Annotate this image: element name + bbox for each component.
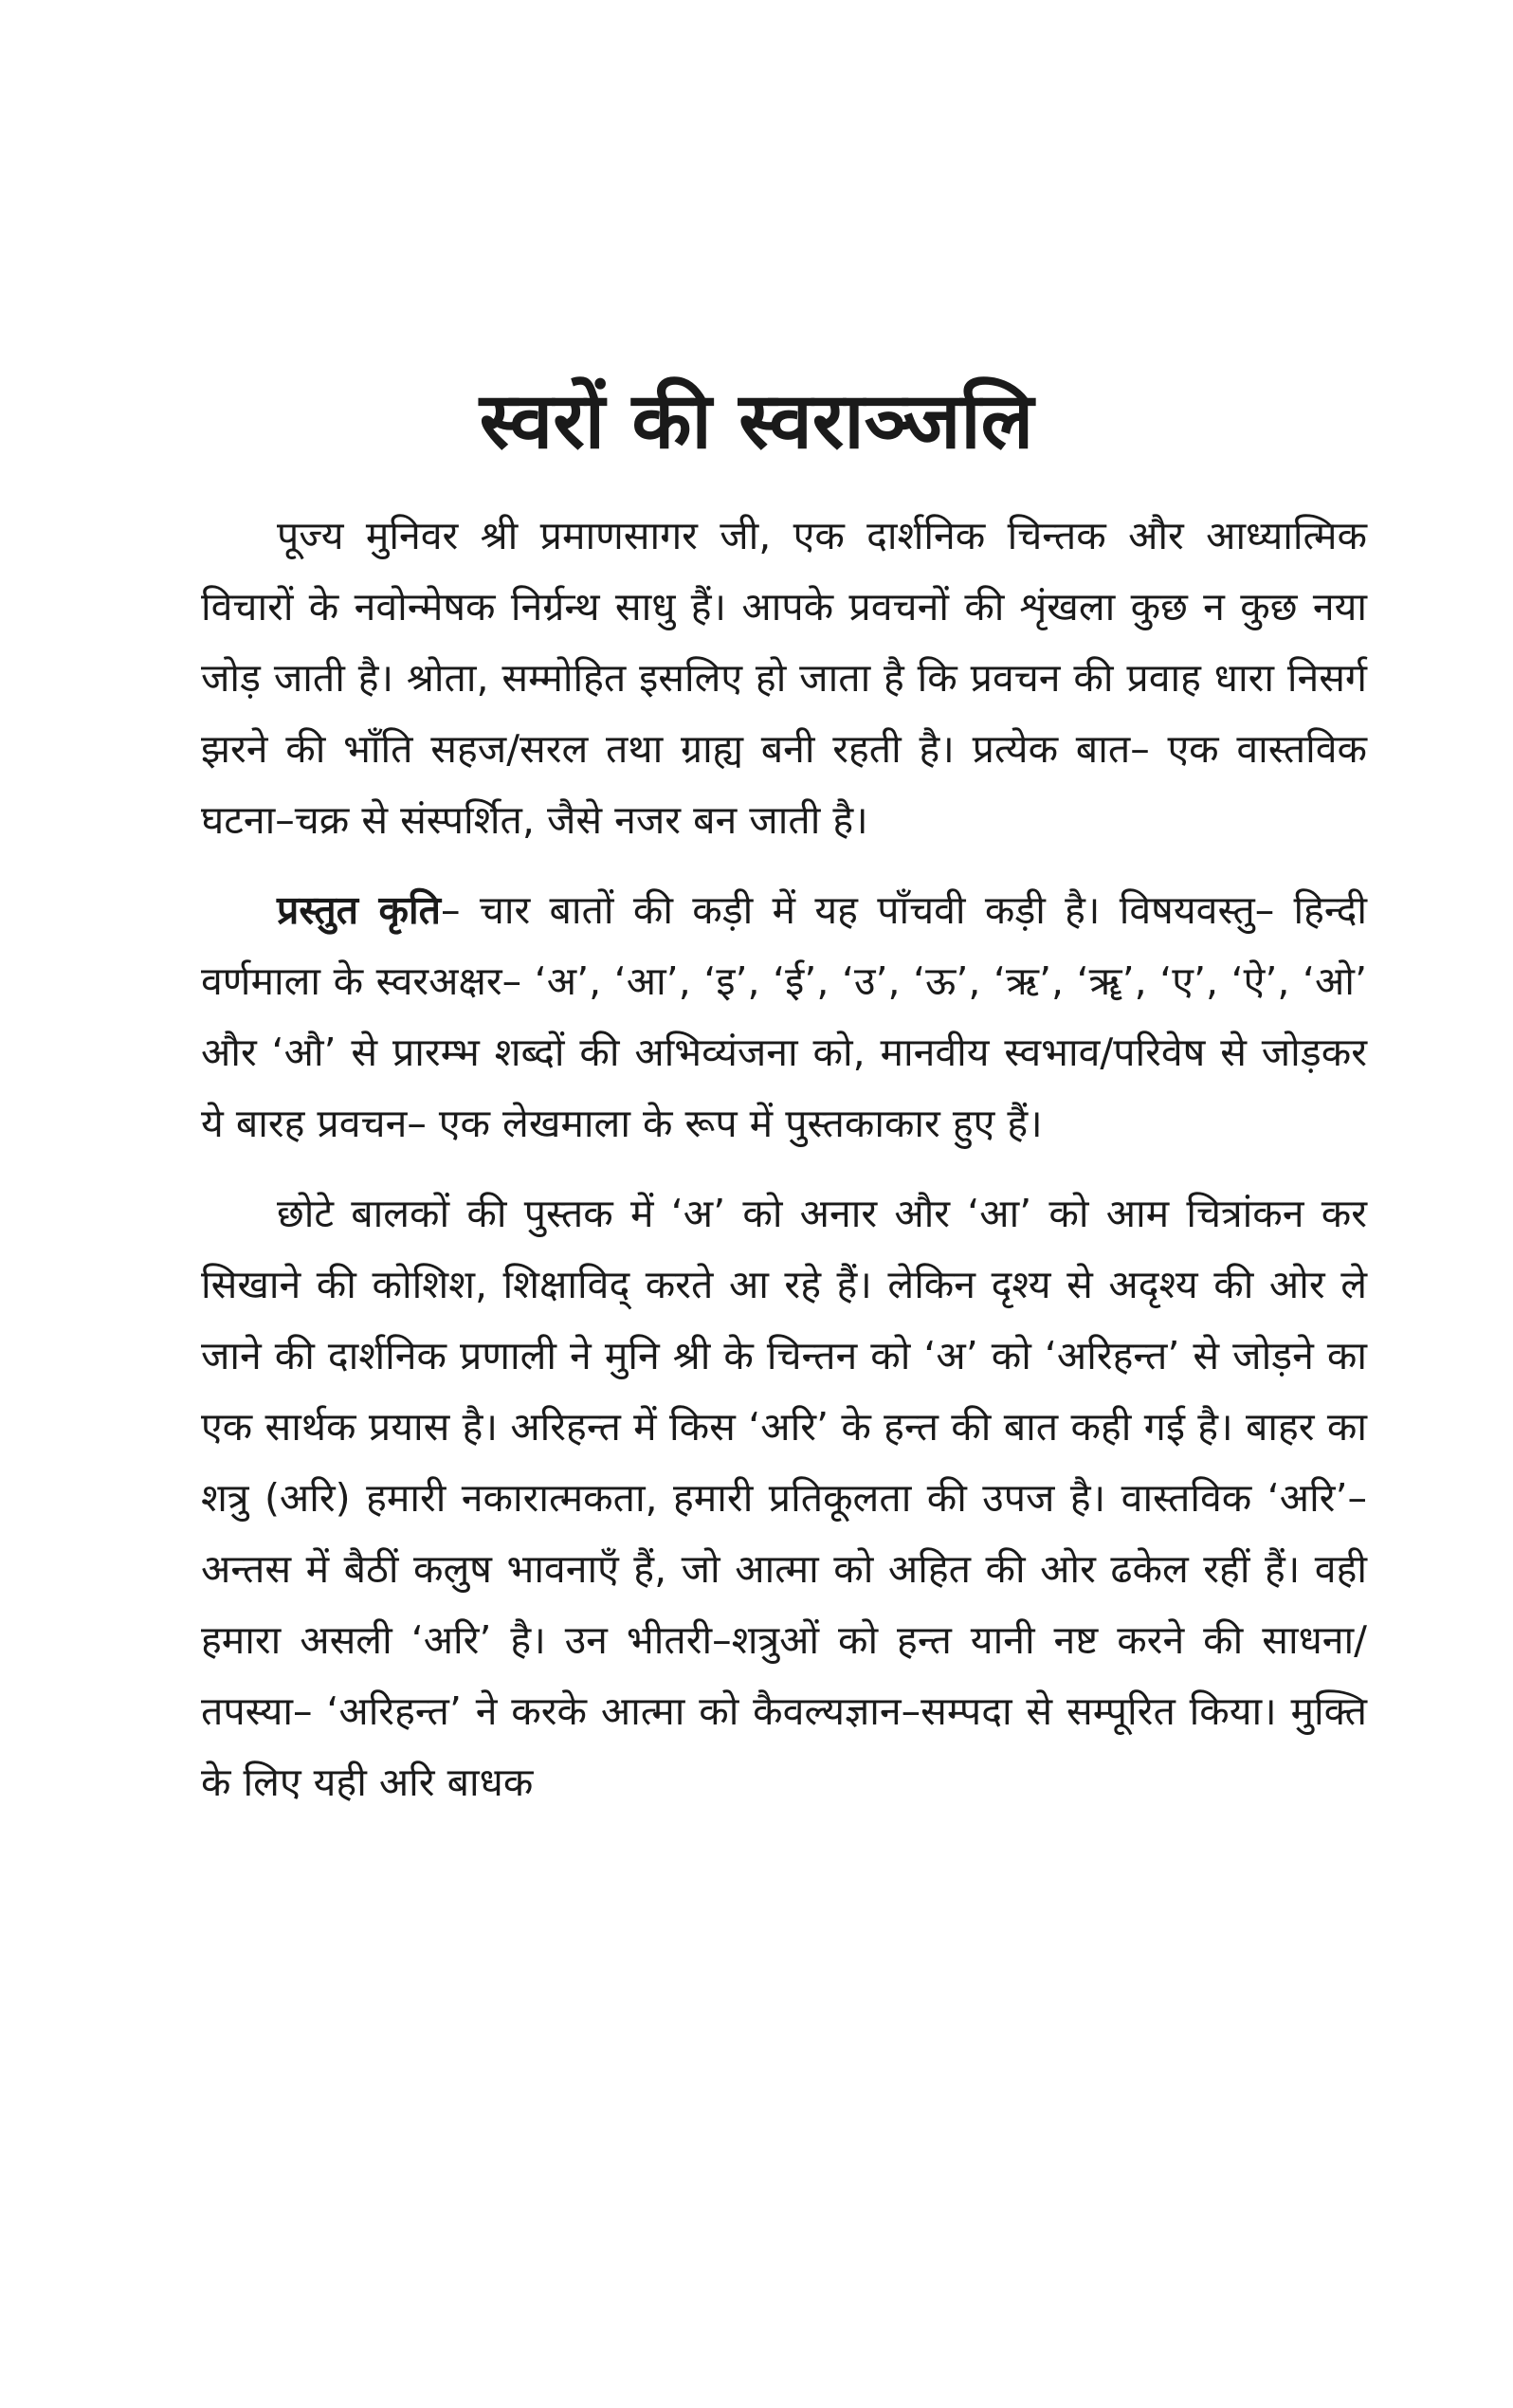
page-title: स्वरों की स्वराञ्जलि [479, 376, 1034, 466]
paragraph-lead: प्रस्तुत कृति [277, 887, 442, 933]
paragraph-text: – चार बातों की कड़ी में यह पाँचवी कड़ी है। विषयवस्तु– हिन्दी वर्णमाला के स्वरअक्षर– ‘अ’, ‘आ’, ‘इ’, ‘ई’, ‘उ’, ‘ऊ’, ‘ऋ’, ‘ॠ’, ‘ए’, ‘ऐ’, ‘ओ’ और ‘औ’ से प्रारम्भ शब्दों की अभिव्यंजना को, मानवीय स्वभाव/परिवेष से जोड़कर ये बारह प्रवचन– एक लेखमाला के रूप में पुस्तकाकार हुए हैं। [201, 887, 1367, 1146]
paragraph-text: छोटे बालकों की पुस्तक में ‘अ’ को अनार और ‘आ’ को आम चित्रांकन कर सिखाने की कोशिश, शिक्षाविद् करते आ रहे हैं। लेकिन दृश्य से अदृश्य की ओर ले जाने की दार्शनिक प्रणाली ने मुनि श्री के चिन्तन को ‘अ’ को ‘अरिहन्त’ से जोड़ने का एक सार्थक प्रयास है। अरिहन्त में किस ‘अरि’ के हन्त की बात कही गई है। बाहर का शत्रु (अरि) हमारी नकारात्मकता, हमारी प्रतिकूलता की उपज है। वास्तविक ‘अरि’– अन्तस में बैठीं कलुष भावनाएँ हैं, जो आत्मा को अहित की ओर ढकेल रहीं हैं। वही हमारा असली ‘अरि’ है। उन भीतरी–शत्रुओं को हन्त यानी नष्ट करने की साधना/तपस्या– ‘अरिहन्त’ ने करके आत्मा को कैवल्यज्ञान–सम्पदा से सम्पूरित किया। मुक्ति के लिए यही अरि बाधक [201, 1191, 1367, 1805]
paragraph-3 [201, 1178, 1367, 1818]
body-text [201, 501, 1367, 1837]
paragraph-1 [201, 501, 1367, 856]
paragraph-2 [201, 875, 1367, 1159]
paragraph-text: पूज्य मुनिवर श्री प्रमाणसागर जी, एक दार्शनिक चिन्तक और आध्यात्मिक विचारों के नवोन्मेषक निर्ग्रन्थ साधु हैं। आपके प्रवचनों की शृंखला कुछ न कुछ नया जोड़ जाती है। श्रोता, सम्मोहित इसलिए हो जाता है कि प्रवचन की प्रवाह धारा निसर्ग झरने की भाँति सहज/सरल तथा ग्राह्य बनी रहती है। प्रत्येक बात– एक वास्तविक घटना–चक्र से संस्पर्शित, जैसे नजर बन जाती है। [201, 513, 1367, 843]
